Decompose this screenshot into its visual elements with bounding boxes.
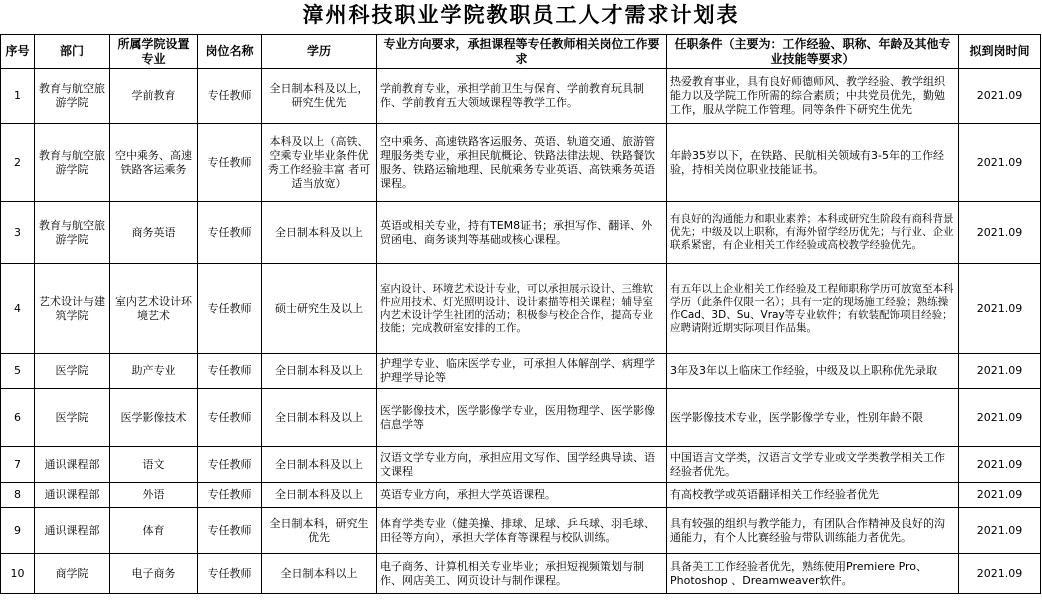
cell-conditions: 医学影像技术专业，医学影像学专业，性别年龄不限 [667, 389, 959, 447]
cell-education: 全日制本科以上 [262, 554, 377, 594]
header-arrival: 拟到岗时间 [959, 35, 1041, 69]
table-row [1, 264, 1041, 354]
cell-college: 外语 [110, 483, 198, 508]
header-row [1, 35, 1041, 69]
cell-conditions: 有高校教学或英语翻译相关工作经验者优先 [667, 483, 959, 508]
cell-education: 硕士研究生及以上 [262, 264, 377, 354]
cell-education: 全日制本科，研究生优先 [262, 508, 377, 554]
header-dept: 部门 [35, 35, 110, 69]
cell-arrival: 2021.09 [959, 202, 1041, 264]
header-requirements: 专业方向要求，承担课程等专任教师相关岗位工作要求 [377, 35, 667, 69]
cell-seq: 2 [1, 124, 35, 202]
cell-college: 医学影像技术 [110, 389, 198, 447]
cell-college: 电子商务 [110, 554, 198, 594]
cell-position: 专任教师 [198, 447, 262, 483]
cell-education: 全日制本科及以上 [262, 202, 377, 264]
cell-dept: 教育与航空旅游学院 [35, 69, 110, 124]
cell-dept: 医学院 [35, 389, 110, 447]
cell-requirements: 医学影像技术，医学影像学专业，医用物理学、医学影像信息学等 [377, 389, 667, 447]
cell-arrival: 2021.09 [959, 508, 1041, 554]
table-row [1, 124, 1041, 202]
cell-requirements: 学前教育专业，承担学前卫生与保育、学前教育玩具制作、学前教育五大领域课程等教学工作。 [377, 69, 667, 124]
cell-requirements: 室内设计、环境艺术设计专业，可以承担展示设计、三维软件应用技术、灯光照明设计、设计素描等相关课程；辅导室内艺术设计学生社团的活动；积极参与校企合作，提高专业技能；完成教研室安排的工作。 [377, 264, 667, 354]
cell-position: 专任教师 [198, 354, 262, 389]
cell-dept: 商学院 [35, 554, 110, 594]
cell-requirements: 英语专业方向，承担大学英语课程。 [377, 483, 667, 508]
table-row [1, 202, 1041, 264]
cell-position: 专任教师 [198, 483, 262, 508]
cell-seq: 5 [1, 354, 35, 389]
cell-education: 本科及以上（高铁、空乘专业毕业条件优秀工作经验丰富 者可适当放宽） [262, 124, 377, 202]
table-row [1, 69, 1041, 124]
cell-seq: 7 [1, 447, 35, 483]
cell-conditions: 年龄35岁以下，在铁路、民航相关领域有3-5年的工作经验，持相关岗位职业技能证书。 [667, 124, 959, 202]
cell-education: 全日制本科及以上 [262, 447, 377, 483]
cell-dept: 教育与航空旅游学院 [35, 124, 110, 202]
table-row [1, 508, 1041, 554]
table-row [1, 483, 1041, 508]
cell-position: 专任教师 [198, 124, 262, 202]
cell-arrival: 2021.09 [959, 389, 1041, 447]
header-position: 岗位名称 [198, 35, 262, 69]
cell-education: 全日制本科及以上，研究生优先 [262, 69, 377, 124]
cell-position: 专任教师 [198, 508, 262, 554]
cell-position: 专任教师 [198, 264, 262, 354]
cell-arrival: 2021.09 [959, 554, 1041, 594]
cell-education: 全日制本科及以上 [262, 354, 377, 389]
header-education: 学历 [262, 35, 377, 69]
cell-dept: 教育与航空旅游学院 [35, 202, 110, 264]
cell-seq: 9 [1, 508, 35, 554]
cell-conditions: 热爱教育事业，具有良好师德师风、教学经验、教学组织能力以及学院工作所需的综合素质；中共党员优先，勤勉工作，服从学院工作管理。同等条件下研究生优先 [667, 69, 959, 124]
cell-dept: 通识课程部 [35, 447, 110, 483]
table-row [1, 447, 1041, 483]
table-row [1, 354, 1041, 389]
cell-seq: 8 [1, 483, 35, 508]
cell-arrival: 2021.09 [959, 354, 1041, 389]
cell-college: 助产专业 [110, 354, 198, 389]
cell-position: 专任教师 [198, 554, 262, 594]
cell-position: 专任教师 [198, 389, 262, 447]
cell-requirements: 空中乘务、高速铁路客运服务、英语、轨道交通、旅游管理服务类专业，承担民航概论、铁路法律法规、铁路餐饮服务、铁路运输地理、民航乘务专业英语、高铁乘务英语课程。 [377, 124, 667, 202]
table-row [1, 389, 1041, 447]
cell-college: 学前教育 [110, 69, 198, 124]
header-seq: 序号 [1, 35, 35, 69]
cell-requirements: 护理学专业、临床医学专业，可承担人体解剖学、病理学护理学导论等 [377, 354, 667, 389]
cell-conditions: 具备美工工作经验者优先，熟练使用Premiere Pro、Photoshop 、Dreamweaver软件。 [667, 554, 959, 594]
cell-conditions: 有良好的沟通能力和职业素养；本科或研究生阶段有商科背景优先；中级及以上职称，有海外留学经历优先；与行业、企业联系紧密，有企业相关工作经验或高校教学经验优先。 [667, 202, 959, 264]
cell-arrival: 2021.09 [959, 483, 1041, 508]
cell-college: 语文 [110, 447, 198, 483]
cell-conditions: 3年及3年以上临床工作经验，中级及以上职称优先录取 [667, 354, 959, 389]
cell-conditions: 中国语言文学类，汉语言文学专业或文学类教学相关工作经验者优先。 [667, 447, 959, 483]
cell-arrival: 2021.09 [959, 264, 1041, 354]
cell-dept: 艺术设计与建筑学院 [35, 264, 110, 354]
cell-seq: 4 [1, 264, 35, 354]
page-title: 漳州科技职业学院教职员工人才需求计划表 [302, 2, 740, 27]
cell-seq: 6 [1, 389, 35, 447]
header-conditions: 任职条件（主要为：工作经验、职称、年龄及其他专业技能等要求） [667, 35, 959, 69]
cell-position: 专任教师 [198, 69, 262, 124]
cell-requirements: 体育学类专业（健美操、排球、足球、乒乓球、羽毛球、田径等方向），承担大学体育等课程与校队训练。 [377, 508, 667, 554]
cell-seq: 1 [1, 69, 35, 124]
cell-dept: 医学院 [35, 354, 110, 389]
cell-requirements: 英语或相关专业，持有TEM8证书；承担写作、翻译、外贸函电、商务谈判等基础或核心课程。 [377, 202, 667, 264]
cell-arrival: 2021.09 [959, 69, 1041, 124]
cell-college: 商务英语 [110, 202, 198, 264]
cell-requirements: 电子商务、计算机相关专业毕业；承担短视频策划与制作、网店美工、网页设计与制作课程。 [377, 554, 667, 594]
cell-requirements: 汉语文学专业方向，承担应用文写作、国学经典导读、语文课程 [377, 447, 667, 483]
cell-college: 室内艺术设计环境艺术 [110, 264, 198, 354]
header-college: 所属学院设置专业 [110, 35, 198, 69]
cell-dept: 通识课程部 [35, 508, 110, 554]
cell-arrival: 2021.09 [959, 124, 1041, 202]
cell-dept: 通识课程部 [35, 483, 110, 508]
cell-college: 体育 [110, 508, 198, 554]
talent-demand-table [0, 34, 1041, 594]
cell-arrival: 2021.09 [959, 447, 1041, 483]
cell-position: 专任教师 [198, 202, 262, 264]
table-row [1, 554, 1041, 594]
cell-college: 空中乘务、高速铁路客运乘务 [110, 124, 198, 202]
cell-education: 全日制本科及以上 [262, 389, 377, 447]
cell-education: 全日制本科及以上 [262, 483, 377, 508]
cell-conditions: 有五年以上企业相关工作经验及工程师职称学历可放宽至本科学历（此条件仅限一名）；具有一定的现场施工经验；熟练操作Cad、3D、Su、Vray等专业软件；有软装配饰项目经验；应聘请附近期实际项目作品集。 [667, 264, 959, 354]
cell-seq: 10 [1, 554, 35, 594]
cell-conditions: 具有较强的组织与教学能力，有团队合作精神及良好的沟通能力，有个人比赛经验与带队训练能力者优先。 [667, 508, 959, 554]
cell-seq: 3 [1, 202, 35, 264]
